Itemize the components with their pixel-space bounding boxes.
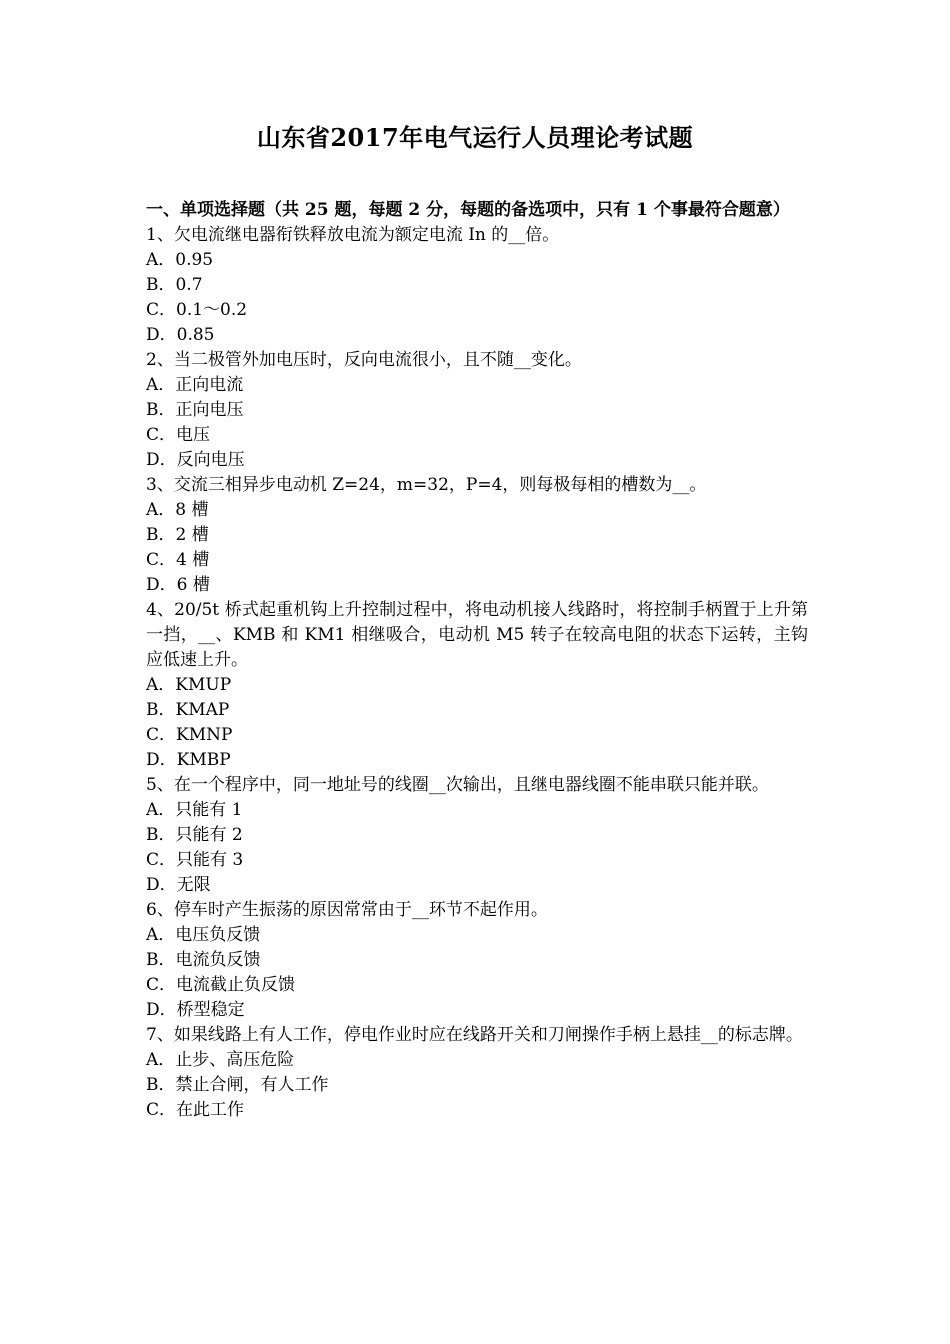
option-c: C．4 槽 (146, 550, 210, 570)
section-heading: 一、单项选择题（共 25 题，每题 2 分，每题的备选项中，只有 1 个事最符合题意） (146, 200, 790, 220)
question-text: 3、交流三相异步电动机 Z=24，m=32，P=4，则每极每相的槽数为__。 (146, 475, 707, 495)
question-7 (146, 1023, 808, 1123)
option-d: D．KMBP (146, 750, 231, 770)
question-1 (146, 223, 808, 348)
option-c: C．只能有 3 (146, 850, 244, 870)
question-6 (146, 898, 808, 1023)
option-b: B．禁止合闸，有人工作 (146, 1075, 329, 1095)
option-d: D．桥型稳定 (146, 1000, 245, 1020)
option-a: A．0.95 (146, 250, 214, 270)
question-text: 5、在一个程序中，同一地址号的线圈__次输出，且继电器线圈不能串联只能并联。 (146, 775, 769, 795)
option-a: A．止步、高压危险 (146, 1050, 295, 1070)
option-d: D．无限 (146, 875, 211, 895)
question-4 (146, 598, 808, 773)
option-a: A．电压负反馈 (146, 925, 261, 945)
option-b: B．正向电压 (146, 400, 244, 420)
option-c: C．在此工作 (146, 1100, 245, 1120)
question-text: 2、当二极管外加电压时，反向电流很小，且不随__变化。 (146, 350, 582, 370)
option-a: A．正向电流 (146, 375, 244, 395)
question-text: 6、停车时产生振荡的原因常常由于__环节不起作用。 (146, 900, 548, 920)
option-c: C．0.1～0.2 (146, 300, 248, 320)
question-3 (146, 473, 808, 598)
option-b: B．2 槽 (146, 525, 209, 545)
question-5 (146, 773, 808, 898)
option-b: B．KMAP (146, 700, 230, 720)
option-b: B．0.7 (146, 275, 203, 295)
option-d: D．反向电压 (146, 450, 245, 470)
option-d: D．6 槽 (146, 575, 210, 595)
option-c: C．KMNP (146, 725, 233, 745)
option-b: B．电流负反馈 (146, 950, 261, 970)
option-a: A．只能有 1 (146, 800, 243, 820)
exam-content (146, 198, 808, 1123)
question-text: 4、20/5t 桥式起重机钩上升控制过程中，将电动机接人线路时，将控制手柄置于上升第一挡，__、KMB 和 KM1 相继吸合，电动机 M5 转子在较高电阻的状态下运转，主钩应低速上升。 (146, 600, 808, 670)
option-b: B．只能有 2 (146, 825, 243, 845)
option-c: C．电压 (146, 425, 211, 445)
option-d: D．0.85 (146, 325, 215, 345)
question-2 (146, 348, 808, 473)
question-text: 1、欠电流继电器衔铁释放电流为额定电流 In 的__倍。 (146, 225, 560, 245)
question-text: 7、如果线路上有人工作，停电作业时应在线路开关和刀闸操作手柄上悬挂__的标志牌。 (146, 1025, 803, 1045)
option-c: C．电流截止负反馈 (146, 975, 296, 995)
page-title: 山东省2017年电气运行人员理论考试题 (256, 123, 694, 152)
option-a: A．KMUP (146, 675, 232, 695)
option-a: A．8 槽 (146, 500, 209, 520)
